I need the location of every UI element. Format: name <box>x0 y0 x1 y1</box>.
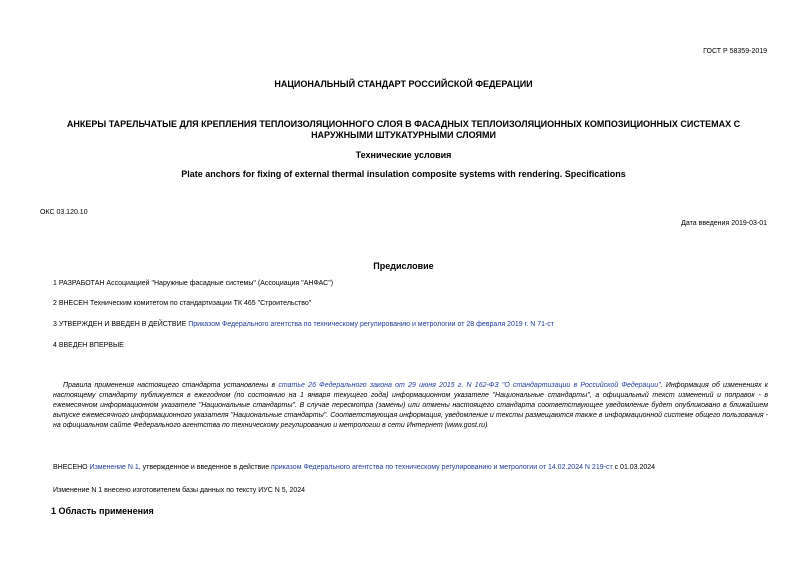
preface-item-2: 2 ВНЕСЕН Техническим комитетом по стандартизации ТК 465 "Строительство" <box>53 300 312 307</box>
order-link[interactable]: Приказом Федерального агентства по техническому регулированию и метрологии от 28 февраля 2019 г. N 71-ст <box>188 321 555 328</box>
english-title: Plate anchors for fixing of external thermal insulation composite systems with rendering. Specifications <box>181 169 626 179</box>
preface-item-1: 1 РАЗРАБОТАН Ассоциацией "Наружные фасадные системы" (Ассоциация "АНФАС") <box>53 280 334 287</box>
preface-item-3 <box>53 321 554 328</box>
document-subtitle: Технические условия <box>355 150 452 160</box>
amendment-middle: , утвержденное и введенное в действие <box>138 464 272 471</box>
preface-item-4: 4 ВВЕДЕН ВПЕРВЫЕ <box>53 342 124 349</box>
introduction-date: Дата введения 2019-03-01 <box>681 220 767 227</box>
amendment-prefix: ВНЕСЕНО <box>53 464 90 471</box>
amendment-order-link[interactable]: приказом Федерального агентства по техническому регулированию и метрологии от 14.02.2024 N 219-ст <box>271 464 613 471</box>
document-main-title: АНКЕРЫ ТАРЕЛЬЧАТЫЕ ДЛЯ КРЕПЛЕНИЯ ТЕПЛОИЗОЛЯЦИОННОГО СЛОЯ В ФАСАДНЫХ ТЕПЛОИЗОЛЯЦИОННЫХ КОМПОЗИЦИОННЫХ СИСТЕМАХ С НАРУЖНЫМИ ШТУКАТУРНЫМИ СЛОЯМИ <box>66 119 741 140</box>
oks-code: ОКС 03.120.10 <box>40 209 88 216</box>
standard-title: НАЦИОНАЛЬНЫЙ СТАНДАРТ РОССИЙСКОЙ ФЕДЕРАЦИИ <box>274 79 533 89</box>
federal-law-link[interactable]: статье 26 Федерального закона от 29 июня 2015 г. N 162-ФЗ "О стандартизации в Российской Федерации" <box>278 382 661 389</box>
amendment-link[interactable]: Изменение N 1 <box>89 464 139 471</box>
amendment-suffix: с 01.03.2024 <box>612 464 656 471</box>
note-text-2: . Информация об изменениях к настоящему стандарту публикуется в ежегодном (по состоянию на 1 января текущего года) информационном указателе "Национальные стандарты", а официальный текст изменений и поправок - в ежемесячном информационном указателе "Национальные стандарты". В случае пересмотра (замены) или отмены настоящего стандарта соответствующее уведомление будет опубликовано в ближайшем выпуске ежемесячного информационного указателя "Национальные стандарты". Соответствующая информация, уведомление и тексты размещаются также в информационной системе общего пользования - на официальном сайте Федерального агентства по техническому регулированию и метрологии в сети Интернет (www.gost.ru) <box>53 382 769 429</box>
section-heading-scope: 1 Область применения <box>51 506 154 516</box>
note-text-1: Правила применения настоящего стандарта установлены в <box>63 382 279 389</box>
preface-item-3-text: 3 УТВЕРЖДЕН И ВВЕДЕН В ДЕЙСТВИЕ <box>53 321 189 328</box>
application-rules-note <box>53 381 768 431</box>
amendment-line <box>53 464 655 471</box>
document-code: ГОСТ Р 58359-2019 <box>703 48 767 55</box>
amendment-note: Изменение N 1 внесено изготовителем базы данных по тексту ИУС N 5, 2024 <box>53 487 306 494</box>
preface-heading: Предисловие <box>373 261 434 271</box>
